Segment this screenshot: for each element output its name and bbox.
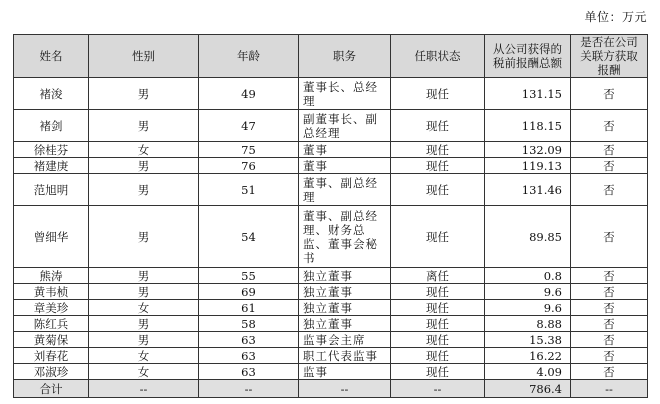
cell-gender: 男 — [89, 158, 199, 174]
cell-name: 曾细华 — [14, 206, 89, 268]
cell-related-party: 否 — [571, 348, 648, 364]
cell-age: 76 — [199, 158, 299, 174]
cell-status: -- — [391, 380, 485, 398]
table-row — [14, 110, 648, 142]
cell-status: 现任 — [391, 332, 485, 348]
cell-status: 现任 — [391, 78, 485, 110]
cell-age: 63 — [199, 348, 299, 364]
cell-age: -- — [199, 380, 299, 398]
cell-name: 章美珍 — [14, 300, 89, 316]
cell-position: 董事长、总经理 — [299, 78, 391, 110]
cell-age: 63 — [199, 332, 299, 348]
header-row — [14, 35, 648, 78]
cell-name: 邓淑珍 — [14, 364, 89, 380]
cell-position: 董事 — [299, 142, 391, 158]
cell-position: 独立董事 — [299, 284, 391, 300]
cell-gender: 女 — [89, 300, 199, 316]
header-age: 年龄 — [199, 35, 299, 78]
cell-position: -- — [299, 380, 391, 398]
cell-related-party: 否 — [571, 110, 648, 142]
cell-status: 现任 — [391, 206, 485, 268]
cell-gender: 男 — [89, 78, 199, 110]
cell-gender: 女 — [89, 348, 199, 364]
table-row — [14, 142, 648, 158]
table-row — [14, 78, 648, 110]
cell-name: 徐桂芬 — [14, 142, 89, 158]
cell-gender: 男 — [89, 268, 199, 284]
cell-status: 现任 — [391, 364, 485, 380]
cell-status: 现任 — [391, 316, 485, 332]
header-name: 姓名 — [14, 35, 89, 78]
cell-position: 监事 — [299, 364, 391, 380]
table-row — [14, 316, 648, 332]
cell-gender: 男 — [89, 110, 199, 142]
compensation-table — [13, 34, 648, 398]
table-row — [14, 332, 648, 348]
cell-status: 现任 — [391, 300, 485, 316]
total-compensation: 786.4 — [485, 380, 571, 398]
table-row — [14, 348, 648, 364]
cell-compensation: 4.09 — [485, 364, 571, 380]
header-compensation: 从公司获得的税前报酬总额 — [485, 35, 571, 78]
cell-related-party: 否 — [571, 316, 648, 332]
cell-name: 范旭明 — [14, 174, 89, 206]
cell-related-party: 否 — [571, 206, 648, 268]
cell-name: 黄菊保 — [14, 332, 89, 348]
cell-related-party: 否 — [571, 142, 648, 158]
cell-compensation: 118.15 — [485, 110, 571, 142]
cell-compensation: 132.09 — [485, 142, 571, 158]
cell-compensation: 89.85 — [485, 206, 571, 268]
cell-compensation: 16.22 — [485, 348, 571, 364]
unit-label: 单位：万元 — [584, 10, 647, 24]
cell-compensation: 8.88 — [485, 316, 571, 332]
cell-position: 董事 — [299, 158, 391, 174]
cell-gender: 女 — [89, 142, 199, 158]
header-status: 任职状态 — [391, 35, 485, 78]
cell-gender: 女 — [89, 364, 199, 380]
cell-compensation: 15.38 — [485, 332, 571, 348]
cell-status: 现任 — [391, 110, 485, 142]
cell-gender: 男 — [89, 332, 199, 348]
table-row — [14, 174, 648, 206]
cell-gender: 男 — [89, 206, 199, 268]
cell-position: 副董事长、副总经理 — [299, 110, 391, 142]
cell-name: 褚建庚 — [14, 158, 89, 174]
cell-name: 熊涛 — [14, 268, 89, 284]
cell-related-party: 否 — [571, 364, 648, 380]
cell-position: 职工代表监事 — [299, 348, 391, 364]
cell-gender: 男 — [89, 316, 199, 332]
cell-status: 现任 — [391, 158, 485, 174]
cell-related-party: 否 — [571, 268, 648, 284]
table-row — [14, 364, 648, 380]
cell-compensation: 9.6 — [485, 284, 571, 300]
cell-age: 47 — [199, 110, 299, 142]
cell-compensation: 131.46 — [485, 174, 571, 206]
table-row — [14, 284, 648, 300]
total-row — [14, 380, 648, 398]
cell-status: 现任 — [391, 142, 485, 158]
cell-related-party: -- — [571, 380, 648, 398]
cell-name: 褚剑 — [14, 110, 89, 142]
cell-position: 独立董事 — [299, 268, 391, 284]
cell-gender: 男 — [89, 174, 199, 206]
cell-related-party: 否 — [571, 332, 648, 348]
cell-position: 董事、副总经理、财务总监、董事会秘书 — [299, 206, 391, 268]
cell-related-party: 否 — [571, 78, 648, 110]
header-position: 职务 — [299, 35, 391, 78]
cell-compensation: 131.15 — [485, 78, 571, 110]
cell-status: 离任 — [391, 268, 485, 284]
cell-age: 49 — [199, 78, 299, 110]
cell-position: 董事、副总经理 — [299, 174, 391, 206]
cell-status: 现任 — [391, 284, 485, 300]
cell-compensation: 9.6 — [485, 300, 571, 316]
cell-gender: -- — [89, 380, 199, 398]
cell-status: 现任 — [391, 174, 485, 206]
table-row — [14, 268, 648, 284]
cell-position: 监事会主席 — [299, 332, 391, 348]
cell-position: 独立董事 — [299, 316, 391, 332]
cell-age: 69 — [199, 284, 299, 300]
cell-related-party: 否 — [571, 300, 648, 316]
cell-position: 独立董事 — [299, 300, 391, 316]
header-related-party: 是否在公司关联方获取报酬 — [571, 35, 648, 78]
table-row — [14, 300, 648, 316]
cell-age: 61 — [199, 300, 299, 316]
total-label: 合计 — [14, 380, 89, 398]
cell-age: 75 — [199, 142, 299, 158]
cell-name: 刘春花 — [14, 348, 89, 364]
cell-related-party: 否 — [571, 284, 648, 300]
header-gender: 性别 — [89, 35, 199, 78]
cell-age: 54 — [199, 206, 299, 268]
cell-name: 褚浚 — [14, 78, 89, 110]
cell-compensation: 119.13 — [485, 158, 571, 174]
cell-compensation: 0.8 — [485, 268, 571, 284]
table-row — [14, 158, 648, 174]
cell-related-party: 否 — [571, 174, 648, 206]
cell-age: 58 — [199, 316, 299, 332]
cell-name: 陈红兵 — [14, 316, 89, 332]
cell-status: 现任 — [391, 348, 485, 364]
table-row — [14, 206, 648, 268]
cell-gender: 男 — [89, 284, 199, 300]
cell-age: 55 — [199, 268, 299, 284]
cell-age: 63 — [199, 364, 299, 380]
cell-related-party: 否 — [571, 158, 648, 174]
cell-name: 黄韦桢 — [14, 284, 89, 300]
cell-age: 51 — [199, 174, 299, 206]
